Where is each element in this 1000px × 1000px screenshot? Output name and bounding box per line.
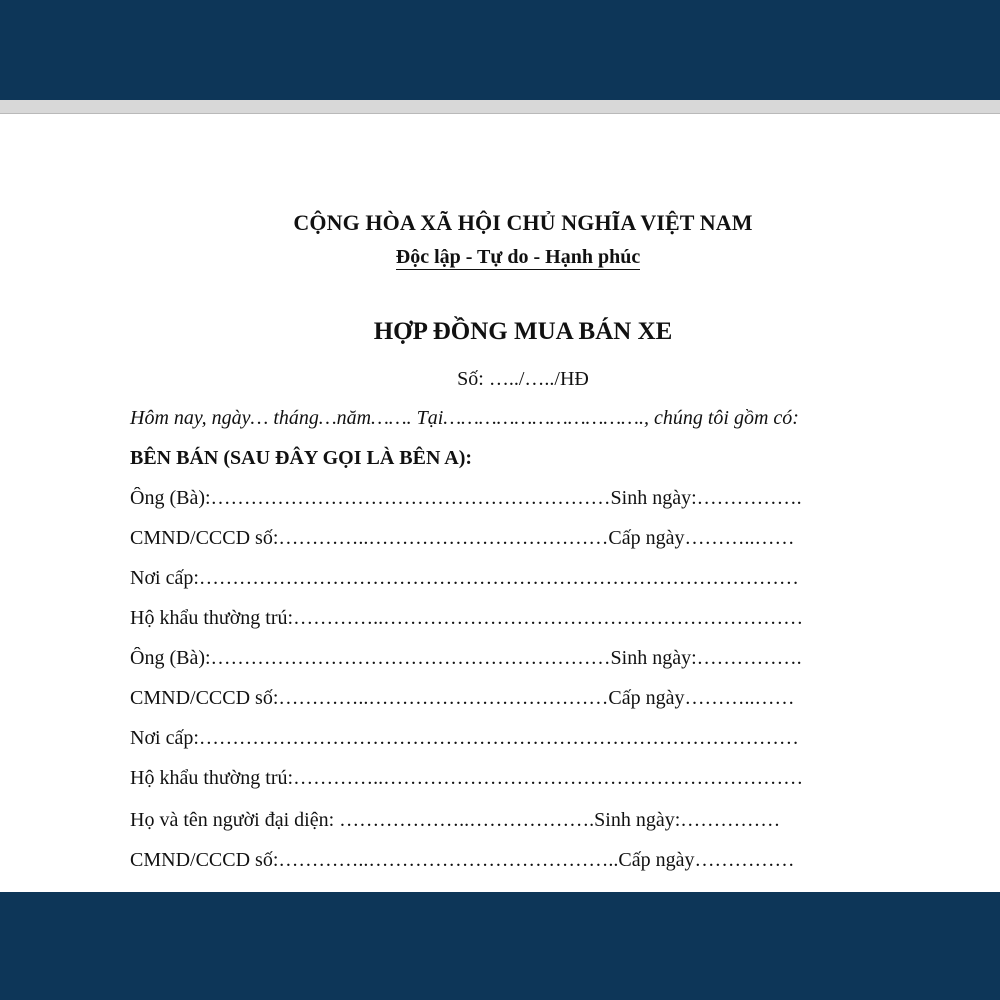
field-seller-residence: Hộ khẩu thường trú:…………..……………………………………………………… bbox=[130, 607, 804, 629]
field-seller2-name: Ông (Bà):……………………………………………………Sinh ngày:……………. bbox=[130, 647, 802, 669]
document-page bbox=[0, 114, 1000, 892]
field-seller2-id-place: Nơi cấp:……………………………………………………………………………… bbox=[130, 727, 799, 749]
top-banner bbox=[0, 0, 1000, 100]
motto-text: Độc lập - Tự do - Hạnh phúc bbox=[395, 246, 641, 268]
motto bbox=[0, 246, 1000, 269]
field-seller-name: Ông (Bà):……………………………………………………Sinh ngày:……………. bbox=[130, 487, 802, 509]
contract-number: Số: …../…../HĐ bbox=[457, 368, 589, 390]
party-a-heading: BÊN BÁN (SAU ĐÂY GỌI LÀ BÊN A): bbox=[130, 447, 473, 469]
nation-heading: CỘNG HÒA XÃ HỘI CHỦ NGHĨA VIỆT NAM bbox=[293, 210, 753, 235]
field-seller2-residence: Hộ khẩu thường trú:…………..……………………………………………………… bbox=[130, 767, 804, 789]
field-seller2-id: CMND/CCCD số:…………..………………………………Cấp ngày………..…… bbox=[130, 687, 795, 709]
field-representative-id: CMND/CCCD số:…………..………………………………..Cấp ngày…………… bbox=[130, 849, 795, 871]
bottom-banner bbox=[0, 892, 1000, 1000]
intro-line: Hôm nay, ngày… tháng…năm……. Tại……………………………., chúng tôi gồm có: bbox=[130, 407, 799, 429]
field-seller-id: CMND/CCCD số:…………..………………………………Cấp ngày………..…… bbox=[130, 527, 795, 549]
contract-title: HỢP ĐỒNG MUA BÁN XE bbox=[373, 318, 673, 345]
field-seller-id-place: Nơi cấp:……………………………………………………………………………… bbox=[130, 567, 799, 589]
field-representative-name: Họ và tên người đại diện: ………………..……………….Sinh ngày:…………… bbox=[130, 809, 781, 831]
document-viewer-top-edge bbox=[0, 100, 1000, 114]
